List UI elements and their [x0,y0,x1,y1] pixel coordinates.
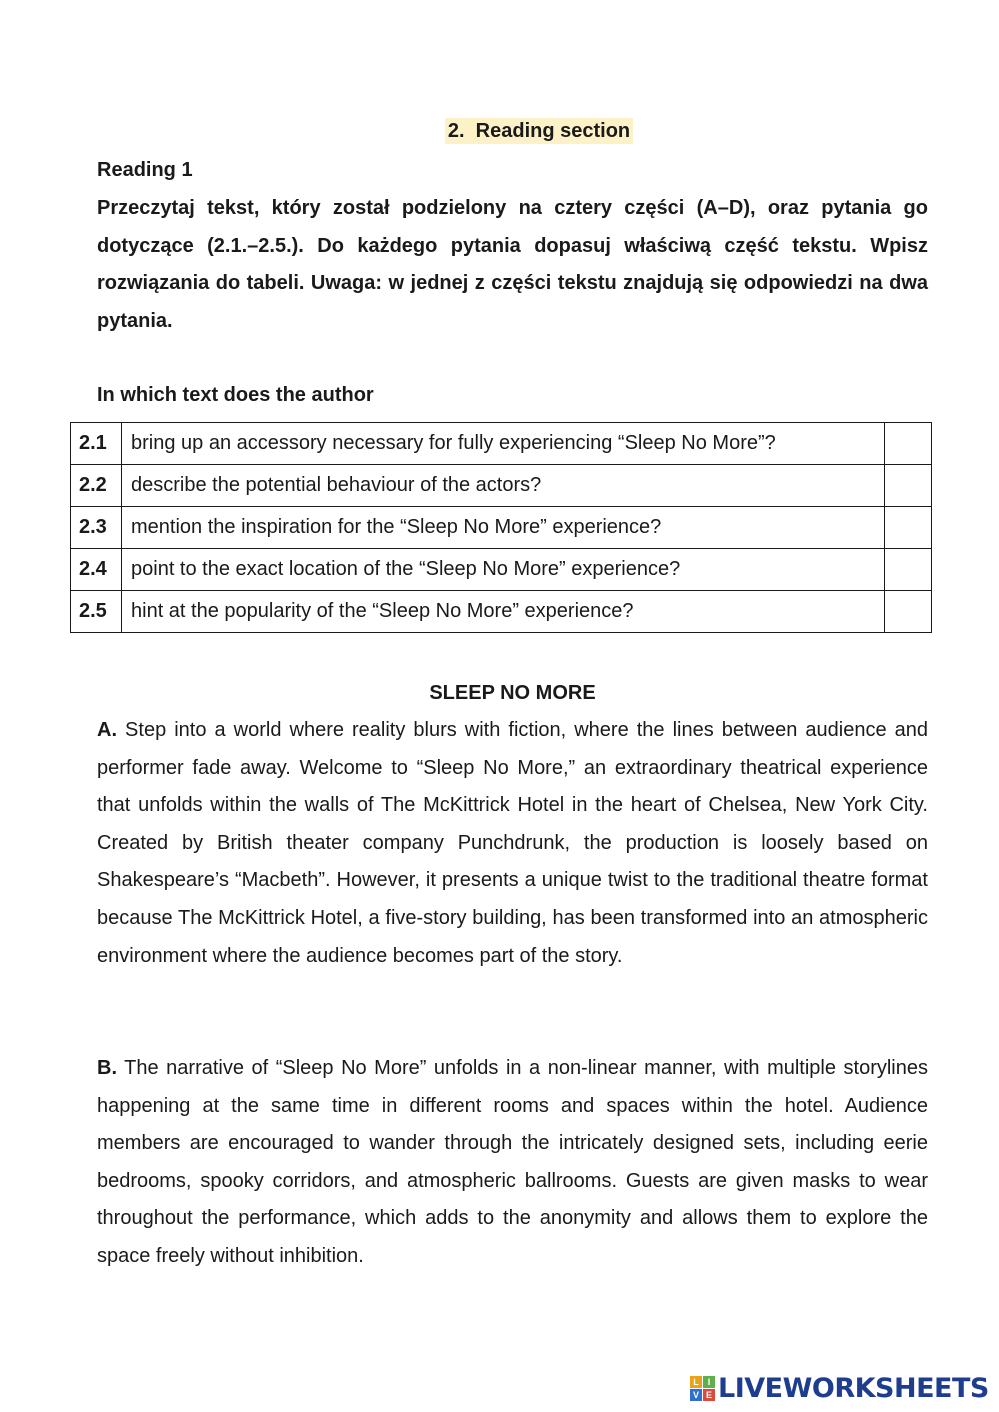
answer-cell[interactable] [885,591,932,633]
section-heading [0,120,999,143]
logo-letter: I [703,1376,715,1388]
paragraph-text: The narrative of “Sleep No More” unfolds in a non-linear manner, with multiple storylines happening at the same time in different rooms and spaces within the hotel. Audience members are encouraged to wander through the intricately designed sets, including eerie bedrooms, spooky corridors, and atmospheric ballrooms. Guests are given masks to wear throughout the performance, which adds to the anonymity and allows them to explore the space freely without inhibition. [97,1057,928,1267]
question-number: 2.3 [71,507,122,549]
question-row [71,591,932,633]
question-text: bring up an accessory necessary for fully experiencing “Sleep No More”? [122,423,885,465]
answer-cell[interactable] [885,507,932,549]
brand-name: LIVEWORKSHEETS [718,1372,989,1404]
question-row [71,507,932,549]
question-lead: In which text does the author [97,384,374,406]
logo-letter: E [703,1389,715,1401]
liveworksheets-logo[interactable] [690,1373,989,1403]
paragraph-label: B. [97,1057,117,1079]
liveworksheets-logo-icon [690,1376,715,1401]
section-heading-highlight [445,118,633,144]
task-instructions: Przeczytaj tekst, który został podzielony na cztery części (A–D), oraz pytania go dotyczące (2.1.–2.5.). Do każdego pytania dopasuj właściwą część tekstu. Wpisz rozwiązania do tabeli. Uwaga: w jednej z części tekstu znajdują się odpowiedzi na dwa pytania. [97,197,928,333]
question-number: 2.2 [71,465,122,507]
question-text: describe the potential behaviour of the actors? [122,465,885,507]
paragraph-label: A. [97,719,117,741]
reading-label: Reading 1 [97,159,193,181]
story-paragraph-b [97,1050,928,1276]
story-title: SLEEP NO MORE [429,682,596,704]
question-row [71,465,932,507]
question-number: 2.4 [71,549,122,591]
question-text: hint at the popularity of the “Sleep No More” experience? [122,591,885,633]
logo-letter: V [690,1389,702,1401]
question-table [70,422,932,633]
question-row [71,423,932,465]
question-number: 2.1 [71,423,122,465]
question-number: 2.5 [71,591,122,633]
section-title: Reading section [475,120,631,142]
answer-cell[interactable] [885,465,932,507]
question-text: mention the inspiration for the “Sleep No More” experience? [122,507,885,549]
paragraph-text: Step into a world where reality blurs with fiction, where the lines between audience and performer fade away. Welcome to “Sleep No More,” an extraordinary theatrical experience that unfolds within the walls of The McKittrick Hotel in the heart of Chelsea, New York City. Created by British theater company Punchdrunk, the production is loosely based on Shakespeare’s “Macbeth”. However, it presents a unique twist to the traditional theatre format because The McKittrick Hotel, a five-story building, has been transformed into an atmospheric environment where the audience becomes part of the story. [97,719,928,967]
logo-letter: L [690,1376,702,1388]
section-number: 2. [447,120,465,142]
question-row [71,549,932,591]
answer-cell[interactable] [885,423,932,465]
answer-cell[interactable] [885,549,932,591]
story-paragraph-a [97,712,928,975]
question-text: point to the exact location of the “Sleep No More” experience? [122,549,885,591]
